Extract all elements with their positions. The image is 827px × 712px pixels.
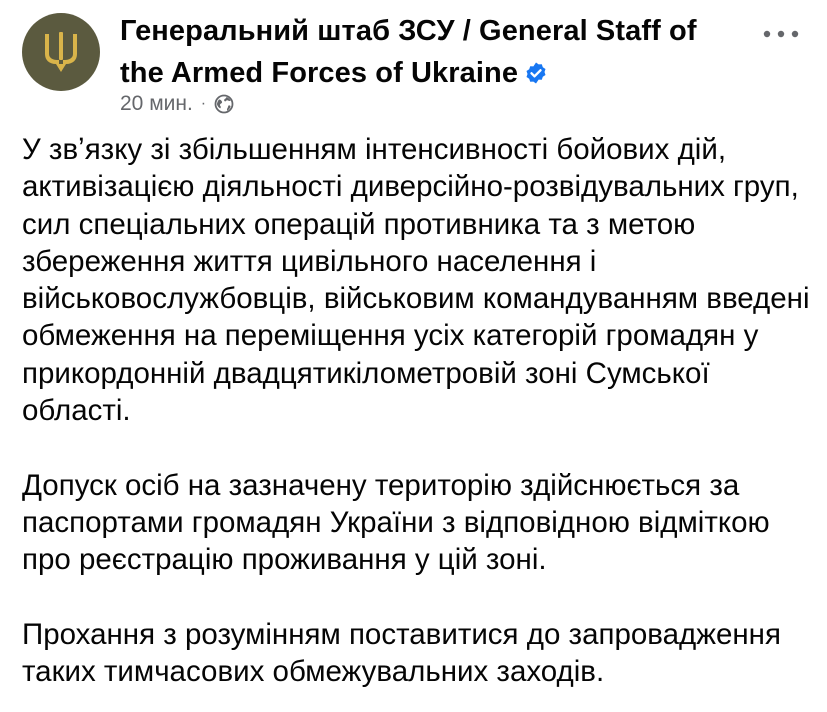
post-paragraph: Прохання з розумінням поставитися до запровадження таких тимчасових обмежувальних заходів.	[22, 617, 781, 689]
post-timestamp[interactable]: 20 мин.	[120, 92, 193, 115]
post-paragraph: Допуск осіб на зазначену територію здійснюється за паспортами громадян України з відповідною відміткою про реєстрацію проживання у цій зоні.	[22, 468, 770, 577]
author-name[interactable]	[120, 10, 740, 94]
tryzub-emblem-icon	[41, 30, 81, 74]
author-name-text: Генеральний штаб ЗСУ / General Staff of the Armed Forces of Ukraine	[120, 15, 697, 89]
globe-icon[interactable]	[214, 94, 234, 114]
post-meta	[120, 92, 234, 116]
avatar[interactable]	[22, 13, 100, 91]
post-paragraph: У звʼязку зі збільшенням інтенсивності бойових дій, активізацією діяльності диверсійно-розвідувальних груп, сил спеціальних операцій противника та з метою збереження життя цивільного населення і військовослужбовців, військовим командуванням введені обмеження на переміщення усіх категорій громадян у прикордонній двадцятикілометровій зоні Сумської області.	[22, 133, 810, 428]
more-options-icon	[763, 30, 799, 38]
meta-separator: ·	[200, 95, 207, 112]
verified-badge-icon	[524, 61, 548, 85]
more-options-button[interactable]	[759, 20, 803, 48]
post-body	[22, 131, 812, 690]
